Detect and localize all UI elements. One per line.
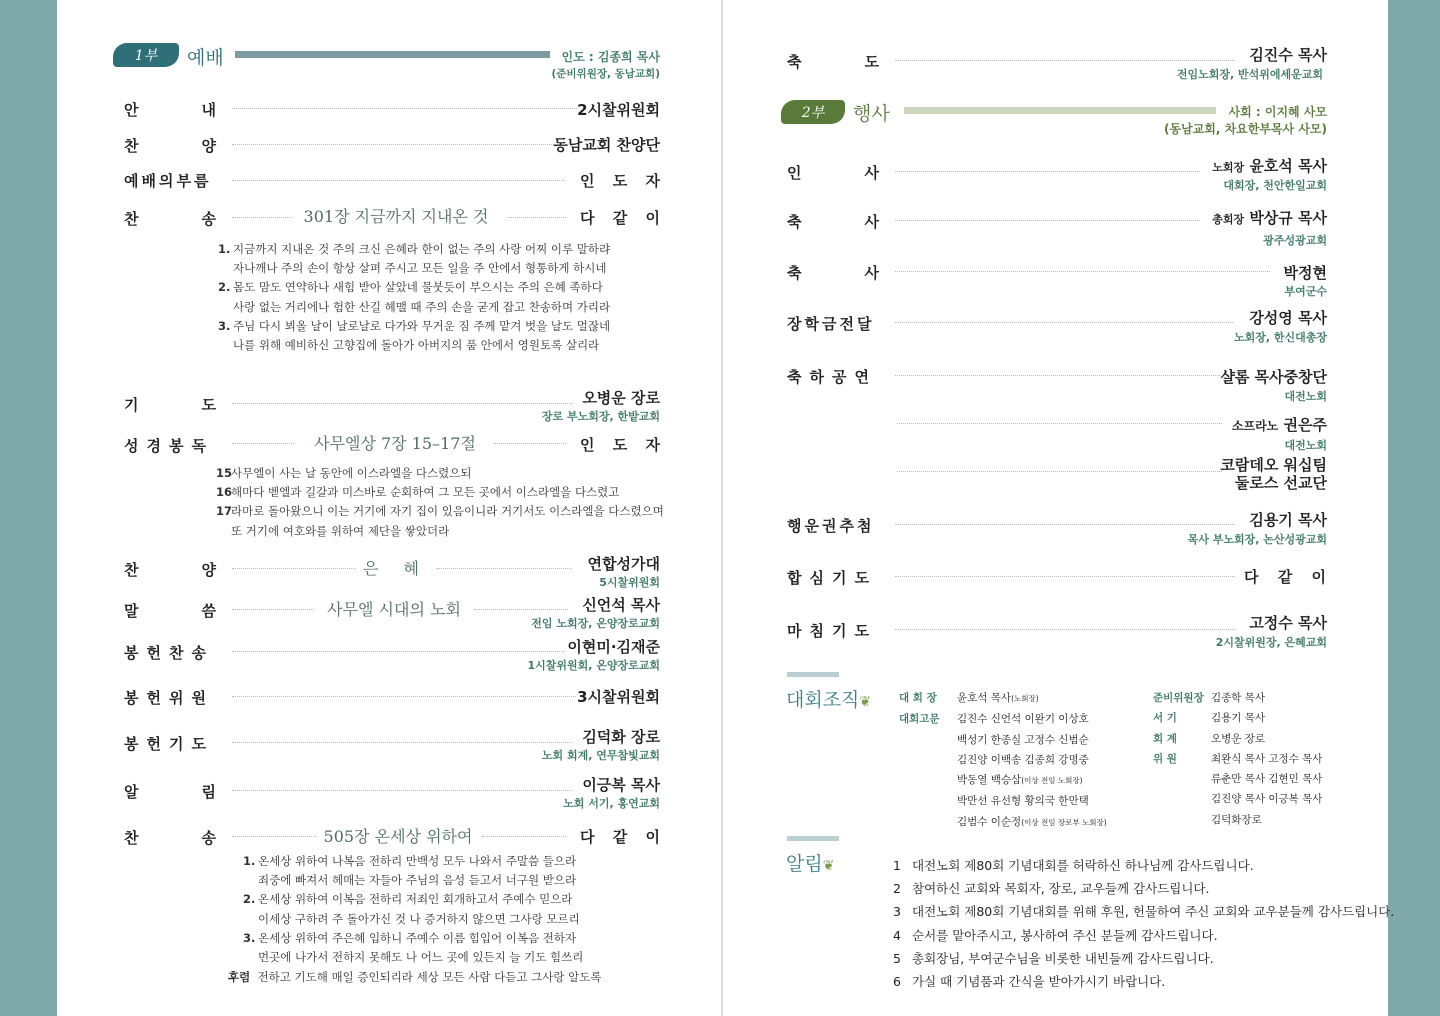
org-names: 김범수 이순정 [957,815,1022,828]
congrats1-name: 박상규 목사 [1249,209,1327,227]
lyric-line [243,910,583,929]
notice-text: 총회장님, 부여군수님을 비롯한 내빈들께 감사드립니다. [912,950,1214,966]
sub-sermon: 전임 노회장, 온양장로교회 [531,617,660,630]
part1-leader-sub: (준비위원장, 동남교회) [551,68,660,80]
sub-lottery: 목사 부노회장, 논산성광교회 [1187,533,1327,546]
line-number: 3. [218,318,231,333]
sub-announce: 노회 서기, 홍연교회 [563,797,660,810]
choir2-title: 은 혜 [363,559,429,578]
value-guide: 2시찰위원회 [577,101,660,119]
dots [232,696,576,697]
notice-number: 3 [893,904,901,920]
org-row [899,709,1107,729]
value-performance-3: 코람데오 워십팀 [1220,456,1327,474]
part2-host-sub: (동남교회, 차요한부목사 사모) [1164,122,1327,136]
org-names: 김진양 목사 이긍복 목사 [1211,793,1323,806]
notice-text: 대전노회 제80회 기념대회를 허락하신 하나님께 감사드립니다. [912,858,1254,873]
performance-2-name: 권은주 [1283,416,1327,434]
org-row [899,770,1107,791]
hymn2-refrain [228,968,601,987]
org-names: 김진수 신언석 이완기 이상호 [957,713,1089,726]
org-row [899,730,1107,750]
org-row [1153,810,1322,830]
lyric-line [243,852,583,871]
dots [232,790,572,791]
dots [232,836,316,837]
sub-benediction: 전임노회장, 반석위에세운교회 [1176,68,1323,81]
org-role: 회 계 [1153,732,1177,745]
org-note: (이상 전임 노회장) [1021,776,1083,786]
hymn2-title: 505장 온세상 위하여 [323,827,473,846]
greeting-prefix: 노회장 [1212,161,1245,174]
dots [436,568,572,569]
org-names: 박동열 백승삼 [957,774,1022,787]
hymn1-lyrics [218,240,610,355]
label-prayer: 기 도 [124,396,216,414]
line-number: 3. [243,930,256,945]
label-choir2: 찬 양 [124,561,216,579]
lyric-line [218,278,610,297]
label-guide: 안 내 [124,101,216,119]
org-row [899,791,1107,811]
value-choir: 동남교회 찬양단 [553,136,660,154]
line-text: 죄중에 빠져서 헤매는 자들아 주님의 음성 듣고서 너구원 받으라 [258,873,577,888]
value-scripture: 인 도 자 [580,436,660,454]
notice-item [893,947,1394,970]
lyric-line [218,336,610,355]
dots [895,271,1270,272]
value-hymn2: 다 같 이 [580,828,660,846]
dots [895,322,1233,323]
line-text: 또 거기에 여호와를 위하여 제단을 쌓았더라 [231,523,450,538]
label-congrats2: 축 사 [787,264,879,282]
lyric-line [243,929,583,948]
notice-item [893,900,1394,923]
dots [494,443,566,444]
sub-offering-prayer: 노회 회계, 연무참빛교회 [541,749,660,762]
org-row [1153,749,1322,769]
value-lottery: 김용기 목사 [1249,511,1327,529]
org-row [1153,708,1322,728]
org-names: 김종학 목사 [1211,692,1266,704]
value-announce: 이긍복 목사 [582,776,660,794]
org-names: 윤호석 목사 [957,692,1012,704]
label-offering-committee: 봉헌위원 [124,689,214,707]
org-row [899,750,1107,770]
label-scripture: 성경봉독 [124,437,214,455]
dots [895,220,1200,221]
line-number: 15 [216,466,233,480]
line-number: 1. [218,242,231,256]
org-row [1153,688,1322,708]
part1-title: 예배 [187,47,224,69]
label-hymn1: 찬 송 [124,210,216,228]
line-text: 온세상 위하여 나복음 전하리 만백성 모두 나와서 주말씀 들으라 [258,854,577,868]
dots [232,217,292,218]
lyric-line [243,871,583,890]
sub-choir2: 5시찰위원회 [599,576,660,589]
line-number: 2. [218,280,231,295]
notice-number: 2 [893,881,901,897]
verse-line [216,464,664,483]
org-role: 준비위원장 [1153,692,1204,704]
page-fold [721,0,723,1016]
org-names: 김덕화장로 [1211,813,1262,826]
line-number: 1. [243,854,256,868]
org-row [899,812,1107,833]
notice-item [893,877,1394,900]
org-row [1153,769,1322,789]
notice-text: 대전노회 제80회 기념대회를 위해 후원, 헌물하여 주신 교회와 교우분들께 감사드립니다. [912,904,1395,920]
lyric-line [243,948,583,967]
sub-offering-song: 1시찰위원회, 온양장로교회 [527,659,660,672]
lyric-line [218,240,610,259]
label-offering-song: 봉헌찬송 [124,644,214,662]
hymn1-title: 301장 지금까지 지내온 것 [303,207,489,226]
dots [232,568,356,569]
org-row [899,688,1107,709]
dots [897,423,1222,424]
sub-scholarship: 노회장, 한신대총장 [1233,331,1327,344]
line-text: 온세상 위하여 이복음 전하리 저죄인 회개하고서 주예수 믿으라 [258,892,573,907]
label-congrats1: 축 사 [787,213,879,231]
value-hymn1: 다 같 이 [580,209,660,227]
part1-leader: 인도 : 김종희 목사 [561,50,660,64]
value-offering-prayer: 김덕화 장로 [582,728,660,746]
label-closing-prayer: 마침기도 [787,622,877,640]
label-performance: 축하공연 [787,368,877,386]
notice-item [893,970,1394,993]
sub-performance-1: 대전노회 [1284,390,1327,403]
label-announce: 알 림 [124,783,216,801]
label-sermon: 말 씀 [124,602,216,620]
org-names: 김진양 이백송 김종희 강명중 [957,753,1089,766]
value-prayer: 오병운 장로 [582,389,660,407]
part1-badge: 1부 [113,43,179,67]
line-text: 라마로 돌아왔으니 이는 거기에 자기 집이 있음이니라 거기서도 이스라엘을 다스렸으며 [231,504,664,519]
dots [232,609,314,610]
line-number: 17 [216,504,233,519]
label-unity-prayer: 합심기도 [787,569,877,587]
value-performance-2 [1232,414,1327,435]
notice-number: 5 [893,950,901,966]
dots [474,609,568,610]
value-congrats1 [1212,207,1327,228]
leaf-icon: ❦ [822,858,835,874]
line-text: 주님 다시 뵈올 날이 날로날로 다가와 무거운 짐 주께 맡겨 벗을 날도 멀잖네 [233,318,611,333]
dots [232,403,572,404]
notice-title-bar [787,836,839,841]
dots [232,443,294,444]
performance-2-prefix: 소프라노 [1231,419,1279,433]
line-number: 2. [243,892,256,907]
value-performance-4: 둘로스 선교단 [1234,474,1327,492]
org-names: 김용기 목사 [1211,712,1266,725]
value-greeting [1212,155,1327,176]
sub-greeting: 대회장, 천안한일교회 [1223,179,1327,192]
part2-title: 행사 [853,103,890,125]
label-greeting: 인 사 [787,164,879,182]
label-choir: 찬 양 [124,137,216,155]
value-offering-song: 이현미·김재준 [567,638,660,656]
line-number: 16 [216,485,233,500]
label-benediction: 축 도 [787,53,879,71]
dots [482,836,566,837]
org-names: 백성기 한종실 고정수 신범순 [957,733,1089,746]
line-text: 해마다 벧엘과 길갈과 미스바로 순회하여 그 모든 곳에서 이스라엘을 다스렸고 [231,485,620,500]
line-text: 몸도 맘도 연약하나 새힘 받아 살았네 물붓듯이 부으시는 주의 은혜 족하다 [233,280,603,295]
org-note: (노회장) [1011,694,1039,703]
dots [232,742,572,743]
notice-number: 6 [893,974,901,990]
label-scholarship: 장학금전달 [787,315,875,333]
scripture-text [216,464,664,541]
verse-line [216,522,664,541]
lyric-line [243,890,583,909]
value-choir2: 연합성가대 [587,555,660,573]
value-closing-prayer: 고정수 목사 [1249,614,1327,632]
org-title [786,685,871,712]
part1-bar [235,51,550,58]
sub-closing-prayer: 2시찰위원장, 은혜교회 [1215,636,1327,649]
part2-bar [904,107,1216,114]
dots [895,375,1220,376]
notice-item [893,924,1394,947]
dots [232,144,560,145]
notice-text: 참여하신 교회와 목회자, 장로, 교우들께 감사드립니다. [912,881,1210,897]
line-text: 자나깨나 주의 손이 항상 살펴 주시고 모든 일을 주 안에서 형통하게 하시네 [233,261,607,276]
part2-host: 사회 : 이지혜 사모 [1228,105,1327,119]
value-unity-prayer: 다 같 이 [1244,568,1326,586]
dots [895,629,1235,630]
notice-text: 가실 때 기념품과 간식을 받아가시기 바랍니다. [912,974,1166,990]
line-text: 이세상 구하려 주 돌아가신 것 나 증거하지 않으면 그사랑 모르리 [258,911,580,926]
sub-performance-2: 대전노회 [1284,439,1327,452]
org-row [1153,789,1322,809]
org-role: 위 원 [1153,752,1177,765]
line-text: 먼곳에 나가서 전하지 못해도 나 어느 곳에 있든지 늘 기도 힘쓰리 [258,950,584,965]
hymn2-lyrics [243,852,583,967]
dots [895,524,1235,525]
org-note: (이상 전임 장로부 노회장) [1021,817,1107,827]
notice-number: 1 [893,858,901,873]
dots [895,60,1235,61]
label-lottery: 행운권추첨 [787,517,875,535]
value-scholarship: 강성영 목사 [1249,309,1327,327]
verse-line [216,483,664,502]
org-title-text: 대회조직 [786,689,860,711]
value-offering-committee: 3시찰위원회 [577,688,660,706]
org-list-left [899,688,1107,833]
lyric-line [218,317,610,336]
org-names: 최완식 목사 고정수 목사 [1211,752,1323,765]
org-row [1153,729,1322,749]
lyric-line [218,259,610,278]
sub-prayer: 장로 부노회장, 한밭교회 [541,410,660,423]
line-text: 사무엘이 사는 날 동안에 이스라엘을 다스렸으되 [231,466,472,480]
notice-title [786,849,834,876]
value-performance-1: 샬롬 목사중창단 [1220,368,1327,386]
congrats1-prefix: 총회장 [1212,213,1245,226]
scripture-title: 사무엘상 7장 15–17절 [314,434,476,453]
sermon-title: 사무엘 시대의 노회 [327,600,461,619]
sub-congrats1: 광주성광교회 [1263,234,1327,247]
org-role: 대회고문 [899,713,940,726]
label-offering-prayer: 봉헌기도 [124,735,214,753]
org-names: 류춘만 목사 김현민 목사 [1211,773,1323,786]
dots [895,576,1235,577]
value-benediction: 김진수 목사 [1249,46,1327,64]
value-congrats2: 박정현 [1283,264,1327,282]
org-role: 서 기 [1153,712,1177,725]
greeting-name: 윤호석 목사 [1249,157,1327,175]
notice-text: 순서를 맡아주시고, 봉사하여 주신 분들께 감사드립니다. [912,927,1218,943]
notice-list [893,854,1394,993]
dots [232,180,564,181]
verse-line [216,502,664,521]
org-names: 오병운 장로 [1211,732,1266,745]
notice-item [893,854,1394,877]
notice-title-text: 알림 [786,853,823,875]
notice-number: 4 [893,927,901,943]
dots [232,651,564,652]
refrain-label: 후렴 [228,970,251,984]
label-hymn2: 찬 송 [124,829,216,847]
line-text: 온세상 위하여 주은혜 입하니 주예수 이름 힘입어 이복음 전하자 [258,930,577,945]
org-list-right [1153,688,1322,830]
org-title-bar [787,672,839,677]
line-text: 지금까지 지내온 것 주의 크신 은혜라 한이 없는 주의 사랑 어찌 이루 말하랴 [233,242,611,256]
value-sermon: 신언석 목사 [582,596,660,614]
org-names: 박만선 유선형 황의국 한만택 [957,795,1089,808]
line-text: 나를 위해 예비하신 고향집에 돌아가 아버지의 품 안에서 영원토록 살리라 [233,338,600,353]
leaf-icon: ❦ [859,694,872,710]
value-call: 인 도 자 [580,172,660,190]
label-call: 예배의부름 [124,172,212,190]
lyric-line [218,298,610,317]
refrain-text: 전하고 기도해 매일 증인되리라 세상 모든 사람 다듣고 그사랑 알도록 [257,970,602,984]
part2-badge: 2부 [781,100,845,124]
dots [897,471,1222,472]
line-text: 사랑 없는 거리에나 험한 산길 헤맬 때 주의 손을 굳게 잡고 찬송하며 가리라 [233,299,611,314]
sub-congrats2: 부여군수 [1284,285,1327,298]
dots [232,108,577,109]
org-role: 대 회 장 [899,692,937,704]
dots [895,171,1200,172]
dots [508,217,566,218]
